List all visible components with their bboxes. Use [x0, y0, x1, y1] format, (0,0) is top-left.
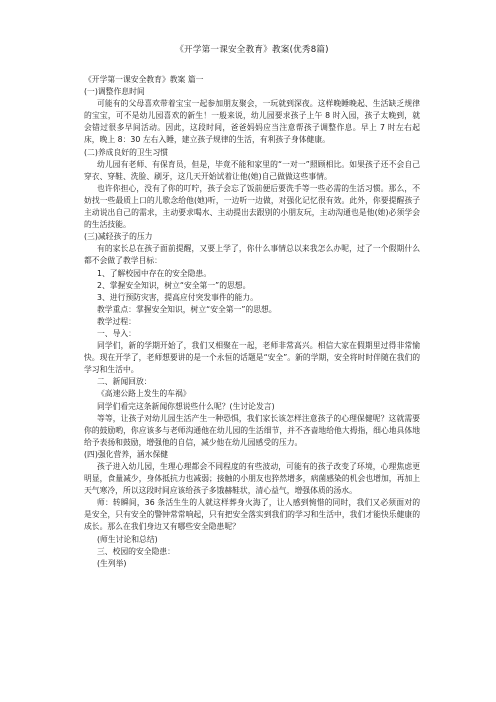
paragraph: (一)调整作息时间 [84, 87, 145, 97]
document-body [84, 74, 420, 570]
paragraph: 有的家长总在孩子面前提醒，又要上学了，你什么事情总以来我怎么办呢，过了一个假期什么都不会做了教学目标： [84, 244, 420, 266]
paragraph: 也许你担心，没有了你的叮咛，孩子会忘了饭前便后要洗手等一些必需的生活习惯。那么，不妨找一些最质上口的儿歌念给他(她)听，一边听一边做，对强化记忆很有效。此外，你要提醒孩子主动说出自己的需求，主动要求喝水、主动提出去跟别的小朋友玩，主动沟通也是他(她)必须学会的生活技能。 [84, 183, 420, 230]
document-title: 《开学第一课安全教育》教案(优秀8篇) [175, 45, 329, 55]
paragraph: 1、了解校园中存在的安全隐患。 [97, 268, 212, 278]
paragraph: 一、导入： [97, 328, 136, 338]
paragraph: (四)强化营养，涵水保健 [84, 449, 169, 459]
paragraph: 2、掌握安全知识，树立“安全第一”的思想。 [97, 280, 251, 290]
paragraph: 教学过程： [97, 316, 136, 326]
paragraph: (生列举) [97, 558, 127, 568]
paragraph: 孩子进入幼儿园，生理心理都会不同程度的有些波动，可能有的孩子改变了环境，心理焦虑更明显，食量减少，身体抵抗力也减弱；接触的小朋友也猝然增多，病菌感染的机会也增加，再加上天气寒冷，所以这段时间应该给孩子多饿赫鞋状，清心益气，增强体质的汤水。 [84, 462, 420, 496]
paragraph: 可能有的父母喜欢带着宝宝一起参加朋友聚会，一玩就到深夜。这样晚睡晚起、生活缺乏规律的宝宝，可不是幼儿园喜欢的新生！一般来说，幼儿园要求孩子上午 8 时入园，孩子太晚到，就会错过很多早间活动。因此，这段时间，爸爸妈妈应当注意帮孩子调整作息。早上 7 时左右起床，晚上 8：30 左右入睡，建立孩子规律的生活，有利孩子身体健康。 [84, 99, 420, 145]
paragraph: (三)减轻孩子的压力 [84, 232, 153, 242]
paragraph: 《高速公路上发生的车祸》 [97, 389, 191, 399]
paragraph: 二、新闻回放： [97, 377, 152, 387]
paragraph: (二)养成良好的卫生习惯 [84, 147, 169, 157]
paragraph: 师：转瞬间，36 条活生生的人就这样葬身火海了，让人感到惋惜的同时，我们又必须面对的是安全，只有安全的警钟常常响起，只有把安全落实到我们的学习和生活中，我们才能快乐健康的成长。那么在我们身边又有哪些安全隐患呢？ [84, 498, 420, 532]
paragraph: 等等，让孩子对幼儿园生活产生一种恐惧，我们家长该怎样注意孩子的心理保健呢？这就需要你的鼓励哟，你应该多与老师沟通他在幼儿园的生活细节，并不吝啬地给他大拇指，细心地具体地给予表扬和鼓励，增强他的自信，减少他在幼儿园感受的压力。 [84, 413, 420, 447]
paragraph: 3、进行预防灾害，提高应付突发事件的能力。 [97, 292, 258, 302]
paragraph: 《开学第一课安全教育》教案 篇一 [84, 75, 204, 84]
paragraph: 幼儿园有老师、有保育员，但是，毕竟不能和家里的“一对一”照顾相比。如果孩子还不会自己穿衣、穿鞋、洗脸、刷牙，这几天开始试着让他(她)自己做做这些事情。 [84, 159, 420, 181]
paragraph: 同学们看完这条新闻你想说些什么呢？(生讨论发言) [97, 401, 275, 411]
paragraph: 同学们，新的学期开始了，我们又相聚在一起，老师非常高兴。相信大家在假期里过得非常愉快。现在开学了，老师想要讲的是一个永恒的话题是“安全”。新的学期，安全将时时伴随在我们的学习和生活中。 [84, 341, 420, 375]
paragraph: (师生讨论和总结) [97, 534, 158, 544]
paragraph: 三、校园的安全隐患： [97, 546, 175, 556]
paragraph: 教学重点：掌握安全知识，树立“安全第一”的思想。 [97, 304, 277, 314]
